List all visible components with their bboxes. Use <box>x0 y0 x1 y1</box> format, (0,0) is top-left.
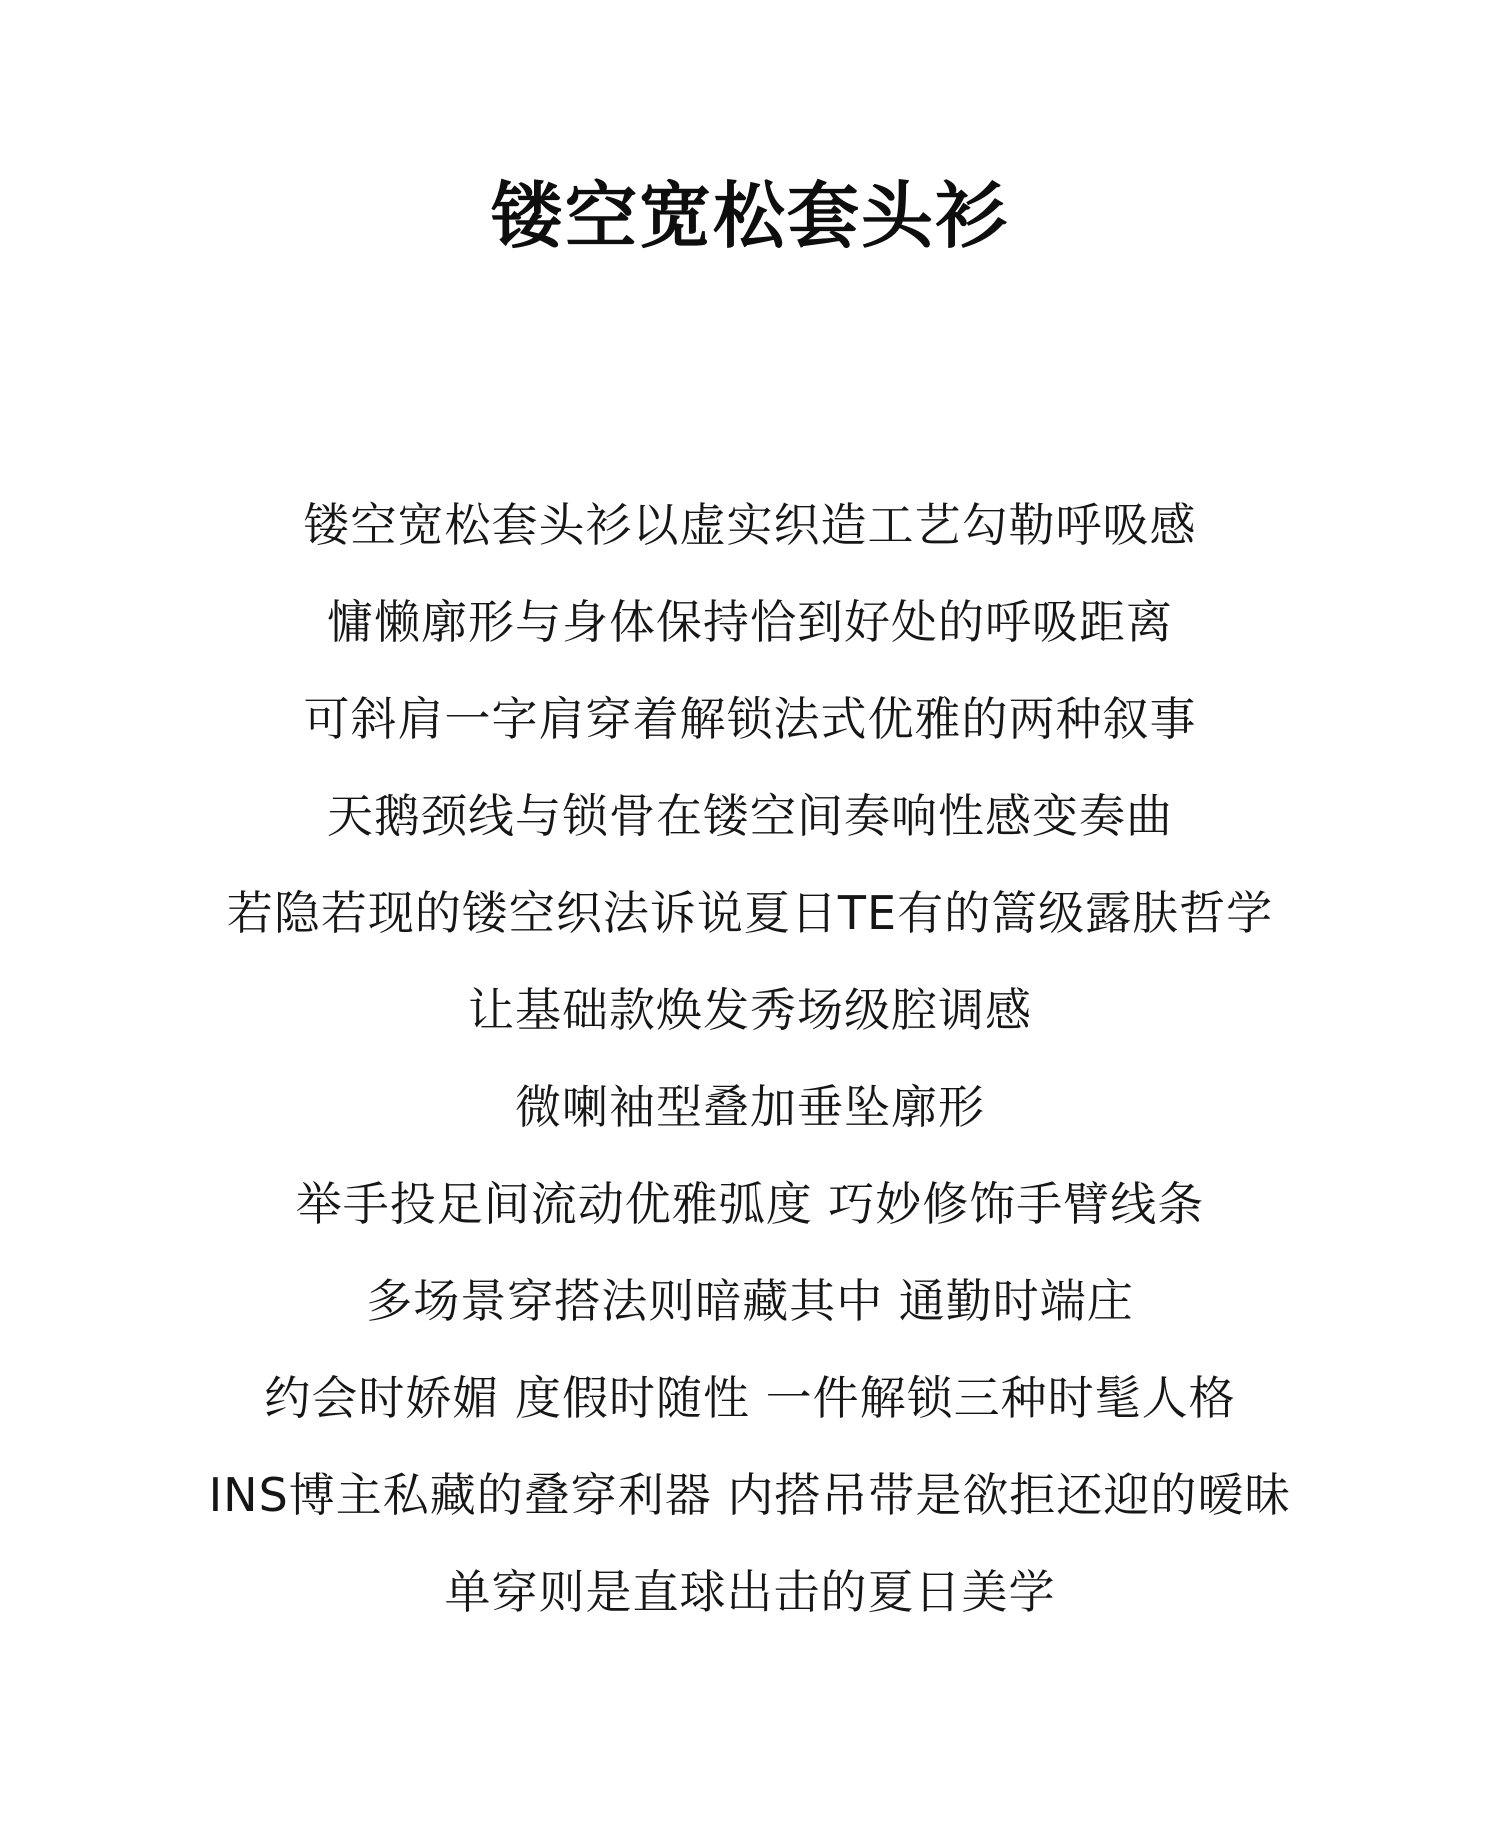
description-text <box>0 477 1500 1641</box>
description-line: 让基础款焕发秀场级腔调感 <box>468 983 1032 1037</box>
description-line: 天鹅颈线与锁骨在镂空间奏响性感变奏曲 <box>327 789 1173 843</box>
description-line: 镂空宽松套头衫以虚实织造工艺勾勒呼吸感 <box>303 498 1197 552</box>
page-title: 镂空宽松套头衫 <box>490 174 1009 258</box>
description-line: 慵懒廓形与身体保持恰到好处的呼吸距离 <box>327 595 1173 649</box>
description-line: 单穿则是直球出击的夏日美学 <box>444 1565 1056 1619</box>
description-line: 微喇袖型叠加垂坠廓形 <box>515 1080 985 1134</box>
description-line: 可斜肩一字肩穿着解锁法式优雅的两种叙事 <box>303 692 1197 746</box>
description-line: 若隐若现的镂空织法诉说夏日TE有的篙级露肤哲学 <box>226 886 1274 940</box>
description-line: 多场景穿搭法则暗藏其中 通勤时端庄 <box>366 1274 1134 1328</box>
description-line: 举手投足间流动优雅弧度 巧妙修饰手臂线条 <box>295 1177 1205 1231</box>
description-line: 约会时娇媚 度假时随性 一件解锁三种时髦人格 <box>264 1371 1236 1425</box>
description-line: INS博主私藏的叠穿利器 内搭吊带是欲拒还迎的暧昧 <box>208 1468 1292 1522</box>
